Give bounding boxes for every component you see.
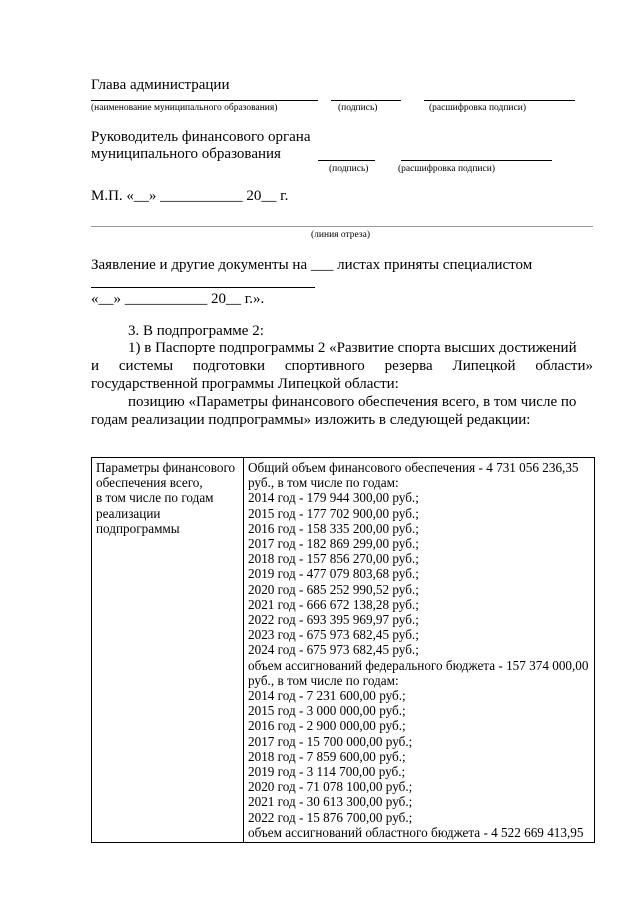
year-amount-line: 2014 год - 179 944 300,00 руб.; <box>248 490 419 506</box>
year-amount-line: 2019 год - 477 079 803,68 руб.; <box>248 566 419 582</box>
stamp-date-line: М.П. «__» ___________ 20__ г. <box>91 188 289 204</box>
subitem-1-line3: государственной программы Липецкой области: <box>91 376 399 392</box>
cut-line-caption: (линия отреза) <box>311 230 371 240</box>
year-amount-line: 2017 год - 182 869 299,00 руб.; <box>248 536 419 552</box>
year-amount-line: 2020 год - 71 078 100,00 руб.; <box>248 779 413 795</box>
municipal-name-line <box>91 100 318 101</box>
left-cell-line: подпрограммы <box>96 520 180 536</box>
federal-budget-line: объем ассигнований федерального бюджета - 157 374 000,00 <box>248 657 589 673</box>
total-financing-line: руб., в том числе по годам: <box>248 475 399 491</box>
total-financing-line: Общий объем финансового обеспечения - 4 731 056 236,35 <box>248 460 579 475</box>
subitem-1-line1: 1) в Паспорте подпрограммы 2 «Развитие спорта высших достижений <box>128 340 577 356</box>
signature-line <box>331 100 401 101</box>
finance-decoding-line <box>401 160 552 161</box>
received-documents-line: Заявление и другие документы на ___ листах приняты специалистом <box>91 257 533 273</box>
position-line1: позицию «Параметры финансового обеспечения всего, в том числе по <box>128 394 577 410</box>
year-amount-line: 2023 год - 675 973 682,45 руб.; <box>248 627 419 643</box>
year-amount-line: 2017 год - 15 700 000,00 руб.; <box>248 733 413 749</box>
head-of-administration-label: Глава администрации <box>91 77 230 93</box>
left-cell-line: Параметры финансового <box>96 460 236 475</box>
year-amount-line: 2020 год - 685 252 990,52 руб.; <box>248 581 419 597</box>
federal-budget-line: руб., в том числе по годам: <box>248 672 399 688</box>
year-amount-line: 2014 год - 7 231 600,00 руб.; <box>248 688 406 704</box>
caption-decoding: (расшифровка подписи) <box>429 103 526 113</box>
position-line2: годам реализации подпрограммы» изложить в следующей редакции: <box>91 412 531 428</box>
received-date-line: «__» ___________ 20__ г.». <box>91 291 265 307</box>
finance-signature-line <box>318 160 375 161</box>
finance-head-label-line2: муниципального образования <box>91 146 281 162</box>
year-amount-line: 2024 год - 675 973 682,45 руб.; <box>248 642 419 658</box>
cut-line <box>91 226 593 227</box>
regional-budget-line: объем ассигнований областного бюджета - 4 522 669 413,95 <box>248 824 584 840</box>
item-3-heading: 3. В подпрограмме 2: <box>128 323 264 339</box>
financing-parameters-table <box>91 457 595 843</box>
year-amount-line: 2016 год - 158 335 200,00 руб.; <box>248 520 419 536</box>
decoding-line <box>424 100 575 101</box>
left-cell-line: реализации <box>96 505 161 521</box>
year-amount-line: 2015 год - 177 702 900,00 руб.; <box>248 505 419 521</box>
caption-signature: (подпись) <box>338 103 378 113</box>
caption-municipal-name: (наименование муниципального образования) <box>91 103 278 113</box>
table-row <box>92 458 595 843</box>
left-cell-line: в том числе по годам <box>96 490 214 506</box>
year-amount-line: 2018 год - 7 859 600,00 руб.; <box>248 748 406 764</box>
year-amount-line: 2022 год - 15 876 700,00 руб.; <box>248 809 413 825</box>
caption-signature-2: (подпись) <box>329 164 369 174</box>
year-amount-line: 2018 год - 157 856 270,00 руб.; <box>248 551 419 567</box>
year-amount-line: 2021 год - 30 613 300,00 руб.; <box>248 794 413 810</box>
specialist-line <box>91 287 315 288</box>
finance-head-label-line1: Руководитель финансового органа <box>91 129 311 145</box>
parameters-label-cell <box>92 458 244 843</box>
subitem-1-line2: и системы подготовки спортивного резерва Липецкой области» <box>91 358 593 374</box>
financing-values-cell <box>244 458 595 843</box>
caption-decoding-2: (расшифровка подписи) <box>398 164 495 174</box>
year-amount-line: 2021 год - 666 672 138,28 руб.; <box>248 596 419 612</box>
year-amount-line: 2019 год - 3 114 700,00 руб.; <box>248 764 406 780</box>
year-amount-line: 2016 год - 2 900 000,00 руб.; <box>248 718 406 734</box>
left-cell-line: обеспечения всего, <box>96 475 203 491</box>
year-amount-line: 2022 год - 693 395 969,97 руб.; <box>248 612 419 628</box>
year-amount-line: 2015 год - 3 000 000,00 руб.; <box>248 703 406 719</box>
